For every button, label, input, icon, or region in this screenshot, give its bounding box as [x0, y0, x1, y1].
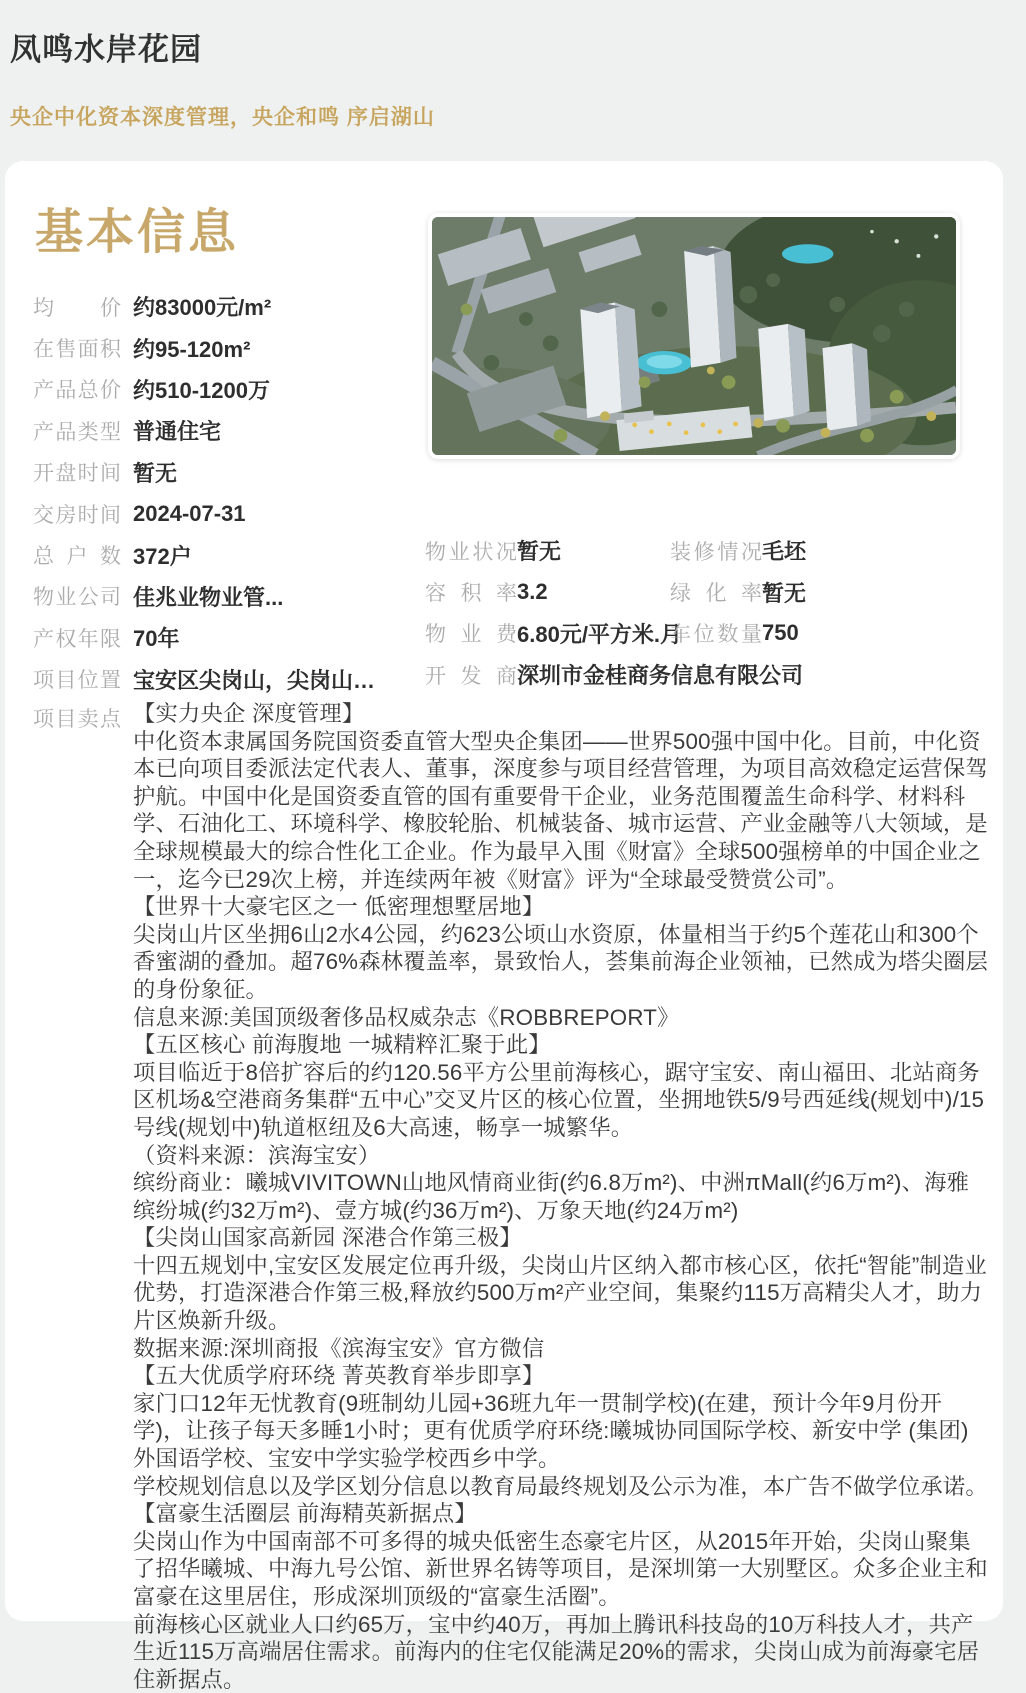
highlights-paragraph: 【五大优质学府环绕 菁英教育举步即享】	[133, 1363, 545, 1389]
info-value: 暂无	[762, 580, 807, 606]
info-value: 约83000元/m²	[133, 295, 272, 321]
info-label: 交房时间	[33, 503, 121, 527]
info-row	[33, 534, 423, 575]
highlights-paragraph: 前海核心区就业人口约65万，宝中约40万，再加上腾讯科技岛的10万科技人才，共产生近115万高端居住需求。前海内的住宅仅能满足20%的需求，尖岗山成为前海豪宅居住新据点。	[133, 1611, 980, 1692]
left-info-rows	[33, 286, 423, 700]
info-row	[33, 410, 423, 451]
highlights-label: 项目卖点	[33, 708, 121, 731]
info-label: 总户数	[33, 545, 121, 569]
info-value: 宝安区尖岗山，尖岗山…	[133, 667, 376, 693]
info-label: 均价	[33, 296, 121, 320]
basic-info-card	[5, 161, 1003, 1692]
info-row	[425, 571, 1000, 612]
info-row	[33, 452, 423, 493]
info-row	[425, 613, 1000, 654]
info-row	[425, 530, 1000, 571]
highlights-paragraph: 学校规划信息以及学区划分信息以教育局最终规划及公示为准，本广告不做学位承诺。	[133, 1473, 988, 1499]
info-value: 372户	[133, 543, 192, 569]
info-label: 开发商	[425, 664, 517, 688]
info-row	[33, 617, 423, 658]
info-row	[33, 286, 423, 327]
info-label: 产品类型	[33, 420, 121, 444]
info-row	[33, 369, 423, 410]
right-info-rows	[425, 530, 1000, 696]
info-value: 约95-120m²	[133, 336, 251, 362]
info-label: 产品总价	[33, 379, 121, 403]
page-subtitle: 央企中化资本深度管理，央企和鸣 序启湖山	[10, 106, 435, 129]
info-value: 3.2	[517, 579, 548, 605]
highlights-paragraph: 缤纷商业：曦城VIVITOWN山地风情商业街(约6.8万m²)、中洲πMall(约6万m²)、海雅缤纷城(约32万m²)、壹方城(约36万m²)、万象天地(约24万m²)	[133, 1170, 970, 1223]
highlights-paragraph: 家门口12年无忧教育(9班制幼儿园+36班九年一贯制学校)(在建，预计今年9月份开学)，让孩子每天多睡1小时；更有优质学府环绕:曦城协同国际学校、新安中学 (集团)外国语学校、宝安中学实验学校西乡中学。	[133, 1390, 969, 1472]
info-label: 车位数量	[670, 623, 762, 647]
info-value: 2024-07-31	[133, 500, 246, 526]
highlights-paragraph: 【实力央企 深度管理】	[133, 701, 365, 726]
info-row	[33, 327, 423, 368]
highlights-text	[133, 700, 991, 1693]
info-value: 暂无	[517, 539, 562, 565]
info-label: 开盘时间	[33, 462, 121, 486]
info-label: 在售面积	[33, 338, 121, 362]
info-row	[33, 659, 423, 700]
info-value: 暂无	[133, 460, 178, 486]
info-label: 项目位置	[33, 669, 121, 693]
info-label: 物业状况	[425, 540, 517, 564]
highlights-paragraph: 十四五规划中,宝安区发展定位再升级，尖岗山片区纳入都市核心区，依托“智能”制造业优势，打造深港合作第三极,释放约500万m²产业空间，集聚约115万高精尖人才，助力片区焕新升级。	[133, 1252, 988, 1334]
info-value: 毛坯	[762, 539, 807, 565]
page-header	[10, 24, 1010, 131]
info-value: 70年	[133, 626, 180, 652]
info-label: 装修情况	[670, 540, 762, 564]
highlights-paragraph: 数据来源:深圳商报《滨海宝安》官方微信	[133, 1335, 545, 1361]
info-value: 750	[762, 620, 799, 646]
info-label: 绿化率	[670, 582, 762, 606]
highlights-paragraph: 【尖岗山国家高新园 深港合作第三极】	[133, 1225, 522, 1251]
info-value: 约510-1200万	[133, 377, 270, 403]
info-label: 容积率	[425, 582, 517, 606]
info-row	[33, 493, 423, 534]
info-value: 佳兆业物业管...	[133, 584, 284, 610]
info-label: 物业公司	[33, 586, 121, 610]
card-heading: 基本信息	[35, 206, 240, 259]
aerial-rendering-graphic	[432, 217, 956, 455]
highlights-paragraph: 信息来源:美国顶级奢侈品权威杂志《ROBBREPORT》	[133, 1004, 680, 1030]
project-highlights	[33, 700, 995, 1693]
highlights-paragraph: 项目临近于8倍扩容后的约120.56平方公里前海核心，踞守宝安、南山福田、北站商务区机场&空港商务集群“五中心”交叉片区的核心位置，坐拥地铁5/9号西延线(规划中)/15号线(规划中)轨道枢纽及6大高速，畅享一城繁华。	[133, 1059, 985, 1140]
info-value: 6.80元/平方米.月	[517, 621, 683, 647]
info-label: 物业费	[425, 623, 517, 647]
info-value: 深圳市金桂商务信息有限公司	[517, 663, 804, 689]
highlights-paragraph: 尖岗山作为中国南部不可多得的城央低密生态豪宅片区，从2015年开始，尖岗山聚集了招华曦城、中海九号公馆、新世界名铸等项目，是深圳第一大别墅区。众多企业主和富豪在这里居住，形成深圳顶级的“富豪生活圈”。	[133, 1528, 988, 1609]
info-row	[425, 654, 1000, 695]
highlights-paragraph: 【世界十大豪宅区之一 低密理想墅居地】	[133, 894, 545, 920]
page-title: 凤鸣水岸花园	[10, 32, 202, 67]
highlights-paragraph: 【五区核心 前海腹地 一城精粹汇聚于此】	[133, 1032, 551, 1058]
info-label: 产权年限	[33, 627, 121, 651]
highlights-paragraph: 【富豪生活圈层 前海精英新据点】	[133, 1501, 477, 1527]
info-row	[33, 576, 423, 617]
highlights-paragraph: （资料来源：滨海宝安）	[133, 1142, 381, 1168]
highlights-paragraph: 中化资本隶属国务院国资委直管大型央企集团——世界500强中国中化。目前，中化资本已向项目委派法定代表人、董事，深度参与项目经营管理，为项目高效稳定运营保驾护航。中国中化是国资委直管的国有重要骨干企业，业务范围覆盖生命科学、材料科学、石油化工、环境科学、橡胶轮胎、机械装备、城市运营、产业金融等八大领域，是全球规模最大的综合性化工企业。作为最早入围《财富》全球500强榜单的中国企业之一，迄今已29次上榜，并连续两年被《财富》评为“全球最受赞赏公司”。	[133, 728, 988, 892]
info-value: 普通住宅	[133, 419, 222, 445]
highlights-paragraph: 尖岗山片区坐拥6山2水4公园，约623公顷山水资原，体量相当于约5个莲花山和300个香蜜湖的叠加。超76%森林覆盖率，景致怡人，荟集前海企业领袖，已然成为塔尖圈层的身份象征。	[133, 921, 989, 1002]
project-aerial-photo[interactable]	[428, 213, 960, 459]
